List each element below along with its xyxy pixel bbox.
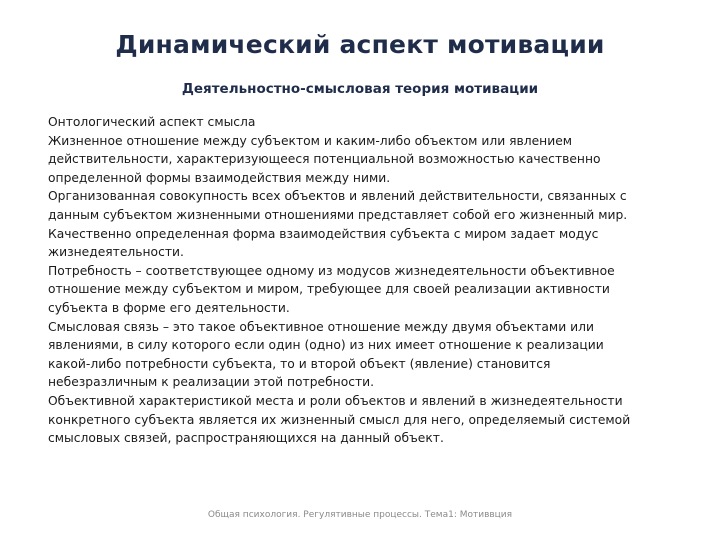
slide-body — [48, 113, 648, 448]
body-paragraph: Организованная совокупность всех объектов и явлений действительности, связанных с данным субъектом жизненными отношениями представляет собой его жизненный мир. — [48, 189, 628, 222]
body-paragraph: Жизненное отношение между субъектом и каким-либо объектом или явлением действительности, характеризующееся потенциальной возможностью качественно определенной формы взаимодействия между ними. — [48, 133, 601, 185]
body-paragraph: Смысловая связь – это такое объективное отношение между двумя объектами или явлениями, в силу которого если один (одно) из них имеет отношение к реализации какой-либо потребности субъекта, то и второй объект (явление) становится небезразличным к реализации этой потребности. — [48, 319, 604, 390]
slide-subtitle: Деятельностно-смысловая теория мотивации — [181, 81, 539, 97]
body-paragraph: Качественно определенная форма взаимодействия субъекта с миром задает модус жизнедеятельности. — [48, 226, 599, 260]
body-paragraph: Объективной характеристикой места и роли объектов и явлений в жизнедеятельности конкретного субъекта является их жизненный смысл для него, определяемый системой смысловых связей, распространяющихся на данный объект. — [48, 393, 631, 446]
slide-title: Динамический аспект мотивации — [115, 30, 605, 59]
body-paragraph: Потребность – соответствующее одному из модусов жизнедеятельности объективное отношение между субъектом и миром, требующее для своей реализации активности субъекта в форме его деятельности. — [48, 263, 615, 315]
body-paragraph-heading: Онтологический аспект смысла — [48, 115, 256, 129]
slide-footer: Общая психология. Регулятивные процессы. Тема1: Мотиввция — [207, 510, 513, 520]
